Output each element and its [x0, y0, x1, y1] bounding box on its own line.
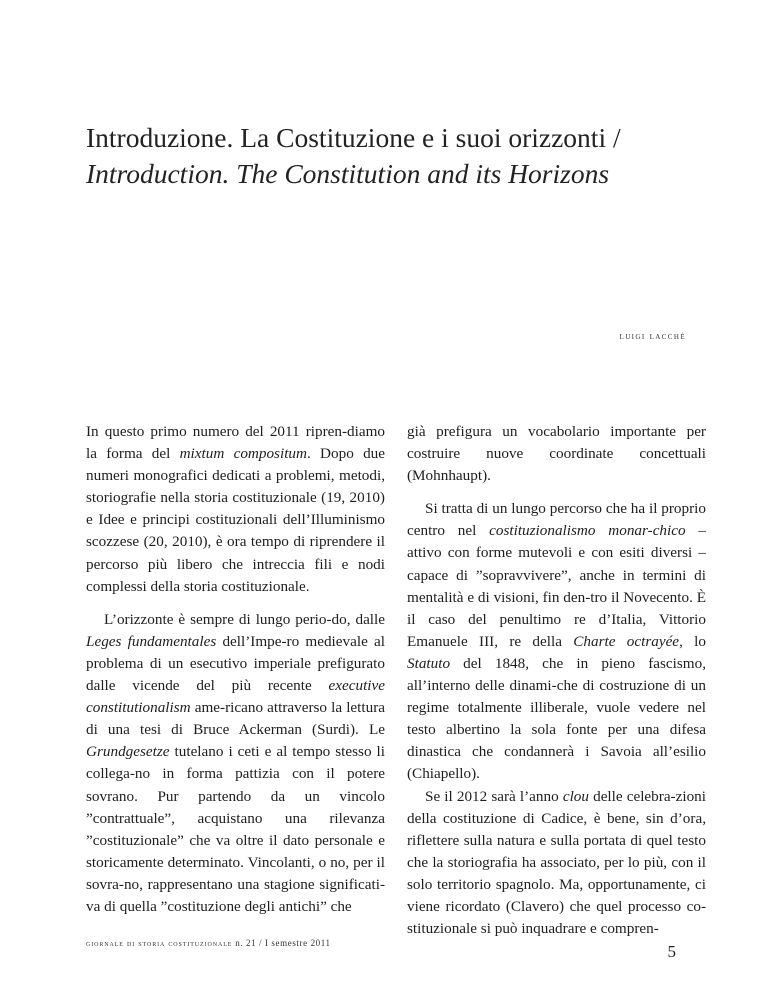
running-footer — [86, 938, 331, 948]
paragraph: Se il 2012 sarà l’anno clou delle celebra-zioni della costituzione di Cadice, è bene, sin d’ora, riflettere sulla natura e sulla portata di quel testo che la storiografia ha associato, per lo più, con il solo territorio spagnolo. Ma, opportunamente, ci viene ricordato (Clavero) che quel processo co-stituzionale si può inquadrare e compren- — [407, 787, 706, 938]
right-column — [407, 421, 706, 940]
paragraph: In questo primo numero del 2011 ripren-diamo la forma del mixtum compositum. Dopo due numeri monografici dedicati a problemi, metodi, storiografie nella storia costituzionale (19, 2010) e Idee e principi costituzionali dell’Illuminismo scozzese (20, 2010), è ora tempo di riprendere il percorso più libero che intreccia fili e nodi complessi della storia costituzionale. — [86, 423, 385, 595]
paragraph: già prefigura un vocabolario importante per costruire nuove coordinate concettuali (Mohnhaupt). — [407, 423, 706, 485]
paragraph: L’orizzonte è sempre di lungo perio-do, dalle Leges fundamentales dell’Impe-ro medievale al problema di un esecutivo imperiale prefigurato dalle vicende del più recente executive constitutionalism ame-ricano attraverso la lettura di una tesi di Bruce Ackerman (Surdi). Le Grundgesetze tutelano i ceti e al tempo stesso li collega-no in forma pattizia con il potere sovrano. Pur partendo da un vincolo ”contrattuale”, acquistano una rilevanza ”costituzionale” che va oltre il dato personale e storicamente determinato. Vincolanti, o no, per il sovra-no, rappresentano una stagione significati-va di quella ”costituzione degli antichi” che — [86, 610, 385, 915]
issue-info: n. 21 / I semestre 2011 — [235, 938, 331, 948]
title-italian: Introduzione. La Costituzione e i suoi orizzonti / — [86, 122, 621, 153]
title-english: Introduction. The Constitution and its Horizons — [86, 158, 610, 189]
left-column — [86, 421, 385, 918]
journal-name: giornale di storia costituzionale — [86, 938, 233, 948]
page-number: 5 — [667, 942, 676, 961]
article-title — [86, 120, 726, 192]
paragraph: Si tratta di un lungo percorso che ha il proprio centro nel costituzionalismo monar-chico – attivo con forme mutevoli e con esiti diversi – capace di ”sopravvivere”, anche in termini di mentalità e di visioni, fin den-tro il Novecento. È il caso del penultimo re d’Italia, Vittorio Emanuele III, re della Charte octrayée, lo Statuto del 1848, che in pieno fascismo, all’interno delle dinami-che di costruzione di un regime totalmente illiberale, vuole vedere nel testo albertino la sola fonte per una difesa dinastica che condannerà i Savoia all’esilio (Chiapello). — [407, 500, 707, 783]
author-name: luigi lacchè — [619, 331, 686, 342]
